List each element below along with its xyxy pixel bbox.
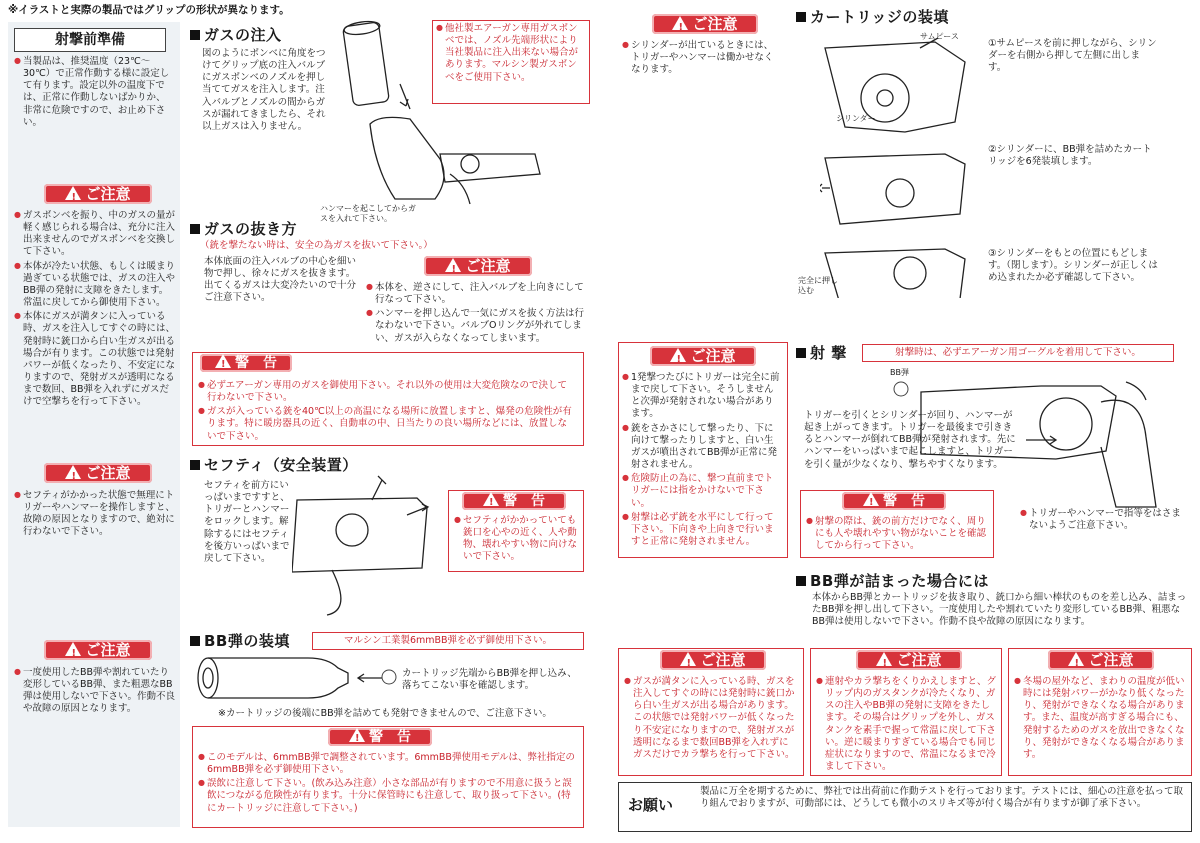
- warning-triangle-icon: [863, 492, 879, 506]
- bottom-caution3-list: [1014, 676, 1186, 763]
- bb-load-note: ※カートリッジの後端にBB弾を詰めても発射できませんので、ご注意下さい。: [218, 708, 552, 719]
- list-item: ● トリガーやハンマーで指等をはさまないようご注意下さい。: [1020, 508, 1190, 532]
- prep-list: [14, 56, 174, 131]
- bb-pellet-icon: [892, 380, 910, 398]
- safety-illustration: [292, 470, 452, 620]
- cartridge-step2: ②シリンダーに、BB弾を詰めたカートリッジを6発装填します。: [988, 144, 1152, 168]
- list-item: ● ガスが満タンに入っている時、ガスを注入してすぐの時には発射時に銃口から白い生ガスが出る場合があります。この状態では発射パワーが低くなったり不安定になりますので、発射ガスが透明になるまで数回BB弾を入れずにガスだけでカラ撃ちを行って下さい。: [624, 676, 798, 761]
- gas-remove-body: 本体底面の注入バルブの中心を細い物で押し、徐々にガスを抜きます。出てくるガスは大変冷たいので十分ご注意下さい。: [204, 256, 357, 304]
- warning-banner: !警 告: [462, 492, 566, 510]
- list-item: ● 当製品は、推奨温度（23℃〜30℃）で正常作動する様に設定して有ります。設定以外の温度下では、正常に作動しないばかりか、非常に危険ですので、お止め下さい。: [14, 56, 174, 129]
- list-item: ● 本体を、逆さにして、注入バルブを上向きにして行なって下さい。: [366, 282, 584, 306]
- label-thumbpiece: サムピース: [920, 32, 959, 41]
- list-item: ● 必ずエアーガン専用のガスを御使用下さい。それ以外の使用は大変危険なので決して行わないで下さい。: [198, 380, 576, 404]
- warning-triangle-icon: [445, 258, 461, 272]
- caution-banner: !ご注意: [44, 184, 152, 204]
- cartridge-title: カートリッジの装填: [796, 8, 949, 27]
- list-item: ● セフティがかかった状態で無理にトリガーやハンマーを操作しますと、故障の原因となりますので、絶対に行わないで下さい。: [14, 490, 176, 539]
- warning-triangle-icon: [876, 652, 892, 666]
- list-item: ● 射撃は必ず銃を水平にして行って下さい。下向きや上向きで行いますと正常に発射されません。: [622, 512, 782, 548]
- warning-triangle-icon: [65, 465, 81, 479]
- label-push-in: 完全に押し込む: [798, 276, 838, 296]
- list-item: ● 射撃の際は、銃の前方だけでなく、周りにも人や壊れやすい物がないことを確認してから行って下さい。: [806, 516, 988, 552]
- bottom-caution2-list: [816, 676, 996, 775]
- request-label: お願い: [628, 796, 674, 814]
- list-item: ● 誤飲に注意して下さい。(飲み込み注意）小さな部品が有りますので不用意に扱うと誤飲につながる危険性が有ります。十分に保管時にも注意して、取り扱って下さい。(特にカートリッジに注意して下さい。): [198, 778, 578, 814]
- top-note: ※イラストと実際の製品ではグリップの形状が異なります。: [8, 4, 290, 16]
- bb-warning-list: [198, 752, 578, 817]
- left-caution2-list: [14, 490, 176, 541]
- gas-inject-body: 図のようにボンベに角度をつけてグリップ底の注入バルブにガスボンベのノズルを押し当ててガスを注入します。注入バルブとノズルの間からガスが漏れてきましたら、それ以上ガスは入りません。: [202, 48, 326, 132]
- warning-banner: !警 告: [328, 728, 432, 746]
- gas-inject-title: ガスの注入: [190, 26, 282, 45]
- caution-banner: !ご注意: [650, 346, 756, 366]
- caution-banner: !ご注意: [424, 256, 532, 276]
- shoot-body: トリガーを引くとシリンダーが回り、ハンマーが起き上がってきます。トリガーを最後まで引ききるとハンマーが倒れてBB弾が発射されます。先にハンマーをいっぱいまで起こしますと、トリガーを引く量が少なくなり、撃ちやすくなります。: [804, 410, 1016, 470]
- list-item: ● 本体が冷たい状態、もしくは暖まり過ぎている状態では、ガスの注入やBB弾の発射に支障をきたします。常温に戻してから御使用下さい。: [14, 261, 176, 310]
- mid-warning-list: [198, 380, 576, 445]
- cartridge-step3: ③シリンダーをもとの位置にもどします。（閉します）。シリンダーが正しくはめ込まれたか必ず確認して下さい。: [988, 248, 1158, 284]
- right-caution1-list: [622, 40, 782, 78]
- bb-pellet-icon: [380, 668, 398, 686]
- caution-banner: !ご注意: [44, 640, 152, 660]
- caution-banner: !ご注意: [44, 463, 152, 483]
- shoot-title: 射 撃: [796, 344, 847, 363]
- cartridge-step1: ①サムピースを前に押しながら、シリンダーを右側から押して左側に出します。: [988, 38, 1157, 74]
- warning-triangle-icon: [65, 642, 81, 656]
- gas-remove-caution-list: [366, 282, 584, 347]
- bottom-caution1-list: [624, 676, 798, 763]
- list-item: ● 連射やカラ撃ちをくりかえしますと、グリップ内のガスタンクが冷たくなり、ガスの注入やBB弾の発射に支障をきたします。その場合はグリップを外し、ガスタンクを素手で握って常温に戻して下さい。逆に暖まりすぎている場合でも同じ症状になりますので、常温になるまで冷まして下さい。: [816, 676, 996, 773]
- right-caution2-list: [622, 372, 782, 550]
- label-cylinder: シリンダー: [836, 114, 876, 123]
- list-item: ● 銃をさかさにして撃ったり、下に向けて撃ったりしますと、白い生ガスが噴出されてBB弾が正常に発射されません。: [622, 423, 782, 472]
- list-item: ● 危険防止の為に、撃つ直前までトリガーには指をかけないで下さい。: [622, 473, 782, 509]
- cartridge-illustration: [192, 650, 392, 706]
- list-item: ● シリンダーが出ているときには、トリガーやハンマーは働かせなくなります。: [622, 40, 782, 76]
- list-item: ● 本体にガスが満タンに入っている時、ガスを注入してすぐの時には、発射時に銃口から白い生ガスが出る場合が有ります。この状態では発射パワーが低くなったり、不安定になりますので、発射ガスが透明になるまで数回、BB弾を入れずにガスだけで空撃ちを行って下さい。: [14, 311, 176, 408]
- list-item: ● ガスボンベを振り、中のガスの量が軽く感じられる場合は、充分に注入出来ませんのでガスボンベを交換して下さい。: [14, 210, 176, 259]
- list-item: ● セフティがかかっていても銃口を心やの近く、人や動物、壊れやすい物に向けないで下さい。: [454, 515, 580, 564]
- list-item: ● 他社製エアーガン専用ガスボンベでは、ノズル先端形状により当社製品に注入出来ない場合があります。マルシン製ガスボンベをご使用下さい。: [436, 23, 586, 84]
- bb-load-subtitle: マルシン工業製6mmBB弾を必ず御使用下さい。: [312, 632, 584, 650]
- shoot-subtitle: 射撃時は、必ずエアーガン用ゴーグルを着用して下さい。: [862, 344, 1174, 362]
- list-item: ● 一度使用したBB弾や割れていたり変形しているBB弾、また粗悪なBB弾は使用しないで下さい。作動不良や故障の原因となります。: [14, 667, 176, 716]
- jam-body: 本体からBB弾とカートリッジを抜き取り、銃口から細い棒状のものを差し込み、詰まったBB弾を押し出して下さい。一度使用したや割れていたり変形しているBB弾、粗悪なBB弾は使用しないで下さい。作動不良や故障の原因になります。: [812, 592, 1187, 628]
- gas-remove-title: ガスの抜き方: [190, 220, 297, 239]
- shoot-warning-list: [806, 516, 988, 554]
- warning-triangle-icon: [670, 348, 686, 362]
- warning-triangle-icon: [215, 354, 231, 368]
- safety-body: セフティを前方にいっぱいまですすと、トリガーとハンマーをロックします。解除するにはセフティを後方いっぱいまで戻して下さい。: [204, 480, 290, 564]
- gas-inject-note: [432, 20, 590, 104]
- cartridge-illustration-steps: [820, 28, 990, 298]
- bb-load-fig-note: カートリッジ先端からBB弾を押し込み、落ちてこない事を確認します。: [402, 668, 577, 692]
- list-item: ● このモデルは、6mmBB弾で調整されています。6mmBB弾使用モデルは、弊社指定の6mmBB弾を必ず御使用下さい。: [198, 752, 578, 776]
- left-caution3-list: [14, 667, 176, 718]
- bb-load-title: BB弾の装填: [190, 632, 290, 651]
- safety-title: セフティ（安全装置）: [190, 456, 358, 475]
- warning-triangle-icon: [349, 728, 365, 742]
- warning-triangle-icon: [680, 652, 696, 666]
- warning-banner: !警 告: [842, 492, 946, 510]
- warning-banner: !警 告: [200, 354, 292, 372]
- caution-banner: !ご注意: [1048, 650, 1154, 670]
- list-item: ● 1発撃つたびにトリガーは完全に前まで戻して下さい。そうしませんと次弾が発射されない場合があります。: [622, 372, 782, 421]
- warning-triangle-icon: [672, 16, 688, 30]
- list-item: ● 冬場の屋外など、まわりの温度が低い時には発射パワーがかなり低くなったり、発射ができなくなる場合があります。また、温度が高すぎる場合にも、発射するためのガスを放出できなくなり、発射ができなくなる場合があります。: [1014, 676, 1186, 761]
- jam-title: BB弾が詰まった場合には: [796, 572, 989, 591]
- caution-banner: !ご注意: [652, 14, 758, 34]
- gas-remove-subtitle: （銃を撃たない時は、安全の為ガスを抜いて下さい。）: [200, 240, 433, 251]
- warning-triangle-icon: [1068, 652, 1084, 666]
- bb-label: BB弾: [890, 368, 909, 377]
- caution-banner: !ご注意: [856, 650, 962, 670]
- list-item: ● ハンマーを押し込んで一気にガスを抜く方法は行なわないで下さい。バルブOリングが外れてしまい、ガスが入らなくなってしまいます。: [366, 308, 584, 344]
- caution-banner: !ご注意: [660, 650, 766, 670]
- left-caution1-list: [14, 210, 176, 411]
- shoot-note-list: [1020, 508, 1190, 534]
- list-item: ● ガスが入っている銃を40℃以上の高温になる場所に放置しますと、爆発の危険性が有ります。特に暖房器具の近く、自動車の中、日当たりの良い場所などには、放置しないで下さい。: [198, 406, 576, 442]
- warning-triangle-icon: [65, 186, 81, 200]
- warning-triangle-icon: [483, 492, 499, 506]
- prep-title: 射撃前準備: [14, 28, 166, 52]
- safety-warning-list: [454, 515, 580, 566]
- request-body: 製品に万全を期するために、弊社では出荷前に作動テストを行っております。テストには、細心の注意を払って取り組んでおりますが、可動部には、どうしても微小のスリキズ等が付く場合が有りますが御了承下さい。: [700, 786, 1183, 810]
- gas-inject-fig-label: ハンマーを起こしてからガスを入れて下さい。: [320, 204, 416, 224]
